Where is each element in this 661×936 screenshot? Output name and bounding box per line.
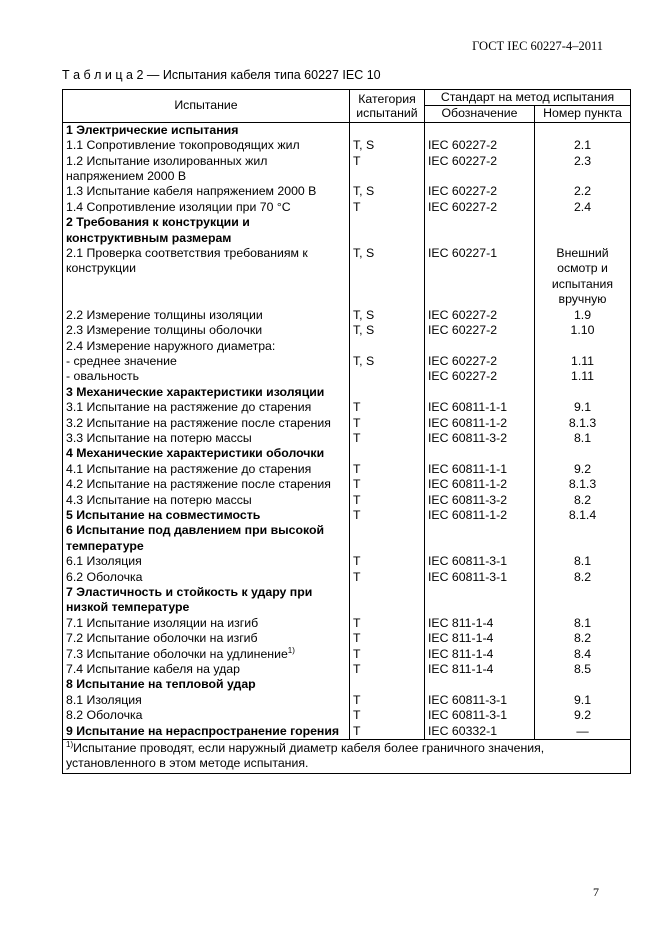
- category-cell: T: [350, 616, 425, 631]
- clause-cell: 2.2: [535, 184, 631, 199]
- category-cell: T: [350, 724, 425, 740]
- table-row: [63, 138, 631, 153]
- test-cell: 3.1 Испытание на растяжение до старения: [63, 400, 350, 415]
- category-cell: T: [350, 462, 425, 477]
- test-cell: 7 Эластичность и стойкость к удару при низкой температуре: [63, 585, 350, 616]
- table-row: [63, 570, 631, 585]
- designation-cell: IEC 60227-2: [425, 154, 535, 185]
- clause-cell: 8.1: [535, 431, 631, 446]
- table-row: [63, 339, 631, 354]
- designation-cell: [425, 523, 535, 554]
- table-row: [63, 431, 631, 446]
- clause-cell: [535, 339, 631, 354]
- designation-cell: IEC 60227-1: [425, 246, 535, 308]
- test-cell: 7.2 Испытание оболочки на изгиб: [63, 631, 350, 646]
- clause-cell: 1.9: [535, 308, 631, 323]
- clause-cell: [535, 215, 631, 246]
- category-cell: T, S: [350, 308, 425, 323]
- category-cell: [350, 585, 425, 616]
- category-cell: T, S: [350, 184, 425, 199]
- test-cell: 1 Электрические испытания: [63, 122, 350, 138]
- table-row: [63, 462, 631, 477]
- table-row: [63, 662, 631, 677]
- test-cell: 1.2 Испытание изолированных жил напряжением 2000 В: [63, 154, 350, 185]
- clause-cell: 8.1: [535, 554, 631, 569]
- category-cell: T, S: [350, 323, 425, 338]
- category-cell: T: [350, 416, 425, 431]
- test-cell: 4 Механические характеристики оболочки: [63, 446, 350, 461]
- table-row: [63, 200, 631, 215]
- clause-cell: 8.5: [535, 662, 631, 677]
- designation-cell: [425, 122, 535, 138]
- test-cell: 1.3 Испытание кабеля напряжением 2000 В: [63, 184, 350, 199]
- table-row: [63, 446, 631, 461]
- table-row: [63, 631, 631, 646]
- category-cell: T: [350, 431, 425, 446]
- designation-cell: IEC 60811-3-1: [425, 708, 535, 723]
- header-test: Испытание: [63, 90, 350, 123]
- category-cell: T: [350, 154, 425, 185]
- category-cell: [350, 523, 425, 554]
- tests-table: [62, 89, 630, 774]
- category-cell: [350, 122, 425, 138]
- page-number: 7: [593, 885, 599, 899]
- clause-cell: 8.4: [535, 647, 631, 662]
- designation-cell: IEC 60227-2: [425, 184, 535, 199]
- clause-cell: 2.4: [535, 200, 631, 215]
- clause-cell: 9.1: [535, 693, 631, 708]
- designation-cell: IEC 60811-1-2: [425, 508, 535, 523]
- header-standard: Стандарт на метод испытания: [425, 90, 631, 106]
- category-cell: T: [350, 647, 425, 662]
- table-row: [63, 647, 631, 662]
- test-cell: 9 Испытание на нераспространение горения: [63, 724, 350, 740]
- designation-cell: IEC 60227-2: [425, 323, 535, 338]
- table-row: [63, 616, 631, 631]
- designation-cell: [425, 215, 535, 246]
- designation-cell: IEC 60811-3-2: [425, 493, 535, 508]
- category-cell: [350, 385, 425, 400]
- document-header: ГОСТ IEC 60227-4–2011: [472, 39, 603, 53]
- category-cell: T: [350, 693, 425, 708]
- test-cell: 6.2 Оболочка: [63, 570, 350, 585]
- designation-cell: IEC 60811-3-1: [425, 554, 535, 569]
- test-cell: 6 Испытание под давлением при высокой температуре: [63, 523, 350, 554]
- table-row: [63, 693, 631, 708]
- category-cell: [350, 677, 425, 692]
- header-clause: Номер пункта: [535, 106, 631, 122]
- designation-cell: IEC 60811-1-1: [425, 400, 535, 415]
- test-cell: 3 Механические характеристики изоляции: [63, 385, 350, 400]
- table-row: [63, 493, 631, 508]
- designation-cell: [425, 585, 535, 616]
- table-row: [63, 477, 631, 492]
- table-row: [63, 323, 631, 338]
- test-cell: 2 Требования к конструкции и конструктивным размерам: [63, 215, 350, 246]
- category-cell: T: [350, 400, 425, 415]
- clause-cell: 8.2: [535, 570, 631, 585]
- clause-cell: [535, 523, 631, 554]
- table-row: [63, 385, 631, 400]
- clause-cell: 2.3: [535, 154, 631, 185]
- table-header-row-1: [63, 90, 631, 106]
- test-cell: - овальность: [63, 369, 350, 384]
- clause-cell: [535, 446, 631, 461]
- category-cell: T, S: [350, 354, 425, 369]
- clause-cell: 1.11: [535, 369, 631, 384]
- test-cell: 2.1 Проверка соответствия требованиям к конструкции: [63, 246, 350, 308]
- category-cell: T: [350, 477, 425, 492]
- designation-cell: IEC 811-1-4: [425, 631, 535, 646]
- designation-cell: IEC 811-1-4: [425, 647, 535, 662]
- category-cell: T: [350, 570, 425, 585]
- category-cell: T: [350, 554, 425, 569]
- category-cell: [350, 339, 425, 354]
- designation-cell: IEC 60811-1-1: [425, 462, 535, 477]
- designation-cell: IEC 60227-2: [425, 354, 535, 369]
- test-cell: 3.3 Испытание на потерю массы: [63, 431, 350, 446]
- test-cell: 7.1 Испытание изоляции на изгиб: [63, 616, 350, 631]
- test-cell: 4.1 Испытание на растяжение до старения: [63, 462, 350, 477]
- clause-cell: 9.1: [535, 400, 631, 415]
- footnote-ref: 1): [287, 645, 295, 655]
- clause-cell: 8.2: [535, 493, 631, 508]
- test-cell: 6.1 Изоляция: [63, 554, 350, 569]
- test-cell: 8.1 Изоляция: [63, 693, 350, 708]
- test-cell: 8 Испытание на тепловой удар: [63, 677, 350, 692]
- designation-cell: IEC 60811-3-2: [425, 431, 535, 446]
- table-row: [63, 154, 631, 185]
- clause-cell: 1.10: [535, 323, 631, 338]
- designation-cell: [425, 385, 535, 400]
- table-row: [63, 369, 631, 384]
- table-row: [63, 508, 631, 523]
- designation-cell: IEC 60332-1: [425, 724, 535, 740]
- designation-cell: IEC 60811-3-1: [425, 570, 535, 585]
- footnote: [63, 740, 631, 774]
- category-cell: T: [350, 662, 425, 677]
- test-cell: 5 Испытание на совместимость: [63, 508, 350, 523]
- table-row: [63, 724, 631, 740]
- table-row: [63, 400, 631, 415]
- designation-cell: IEC 811-1-4: [425, 662, 535, 677]
- category-cell: T, S: [350, 246, 425, 308]
- test-cell: 7.3 Испытание оболочки на удлинение$^{1)}$: [63, 647, 350, 662]
- clause-cell: Внешний осмотр и испытания вручную: [535, 246, 631, 308]
- clause-cell: —: [535, 724, 631, 740]
- test-cell: 2.4 Измерение наружного диаметра:: [63, 339, 350, 354]
- designation-cell: IEC 811-1-4: [425, 616, 535, 631]
- category-cell: [350, 446, 425, 461]
- footnote-text: Испытание проводят, если наружный диаметр кабеля более граничного значения, установленного в этом методе испытания.: [66, 741, 545, 771]
- clause-cell: 9.2: [535, 462, 631, 477]
- footnote-row: [63, 740, 631, 774]
- table-row: [63, 416, 631, 431]
- table-row: [63, 677, 631, 692]
- table-row: [63, 246, 631, 308]
- designation-cell: IEC 60811-1-2: [425, 477, 535, 492]
- clause-cell: 8.1.4: [535, 508, 631, 523]
- clause-cell: 2.1: [535, 138, 631, 153]
- clause-cell: 8.1: [535, 616, 631, 631]
- category-cell: T: [350, 493, 425, 508]
- clause-cell: 1.11: [535, 354, 631, 369]
- table-row: [63, 184, 631, 199]
- designation-cell: IEC 60227-2: [425, 308, 535, 323]
- table-row: [63, 122, 631, 138]
- table-row: [63, 523, 631, 554]
- test-cell: 4.3 Испытание на потерю массы: [63, 493, 350, 508]
- clause-cell: 8.1.3: [535, 477, 631, 492]
- designation-cell: IEC 60227-2: [425, 138, 535, 153]
- clause-cell: 8.1.3: [535, 416, 631, 431]
- clause-cell: [535, 385, 631, 400]
- header-designation: Обозначение: [425, 106, 535, 122]
- designation-cell: IEC 60227-2: [425, 200, 535, 215]
- clause-cell: 9.2: [535, 708, 631, 723]
- clause-cell: [535, 585, 631, 616]
- clause-cell: [535, 122, 631, 138]
- footnote-mark: 1): [66, 739, 74, 749]
- category-cell: [350, 215, 425, 246]
- table-row: [63, 215, 631, 246]
- test-cell: - среднее значение: [63, 354, 350, 369]
- table-row: [63, 308, 631, 323]
- category-cell: [350, 369, 425, 384]
- table-row: [63, 708, 631, 723]
- designation-cell: IEC 60227-2: [425, 369, 535, 384]
- test-cell: 1.4 Сопротивление изоляции при 70 °С: [63, 200, 350, 215]
- category-cell: T, S: [350, 138, 425, 153]
- category-cell: T: [350, 200, 425, 215]
- clause-cell: [535, 677, 631, 692]
- designation-cell: [425, 339, 535, 354]
- test-cell: 2.2 Измерение толщины изоляции: [63, 308, 350, 323]
- designation-cell: [425, 677, 535, 692]
- table-row: [63, 354, 631, 369]
- test-cell: 7.4 Испытание кабеля на удар: [63, 662, 350, 677]
- designation-cell: [425, 446, 535, 461]
- test-cell: 1.1 Сопротивление токопроводящих жил: [63, 138, 350, 153]
- test-cell: 8.2 Оболочка: [63, 708, 350, 723]
- table-row: [63, 554, 631, 569]
- table-row: [63, 585, 631, 616]
- category-cell: T: [350, 631, 425, 646]
- clause-cell: 8.2: [535, 631, 631, 646]
- table-caption: Т а б л и ц а 2 — Испытания кабеля типа 60227 IEC 10: [62, 68, 381, 82]
- test-cell: 2.3 Измерение толщины оболочки: [63, 323, 350, 338]
- test-cell: 4.2 Испытание на растяжение после старения: [63, 477, 350, 492]
- designation-cell: IEC 60811-1-2: [425, 416, 535, 431]
- test-cell: 3.2 Испытание на растяжение после старения: [63, 416, 350, 431]
- category-cell: T: [350, 508, 425, 523]
- header-category: Категория испытаний: [350, 90, 425, 123]
- category-cell: T: [350, 708, 425, 723]
- designation-cell: IEC 60811-3-1: [425, 693, 535, 708]
